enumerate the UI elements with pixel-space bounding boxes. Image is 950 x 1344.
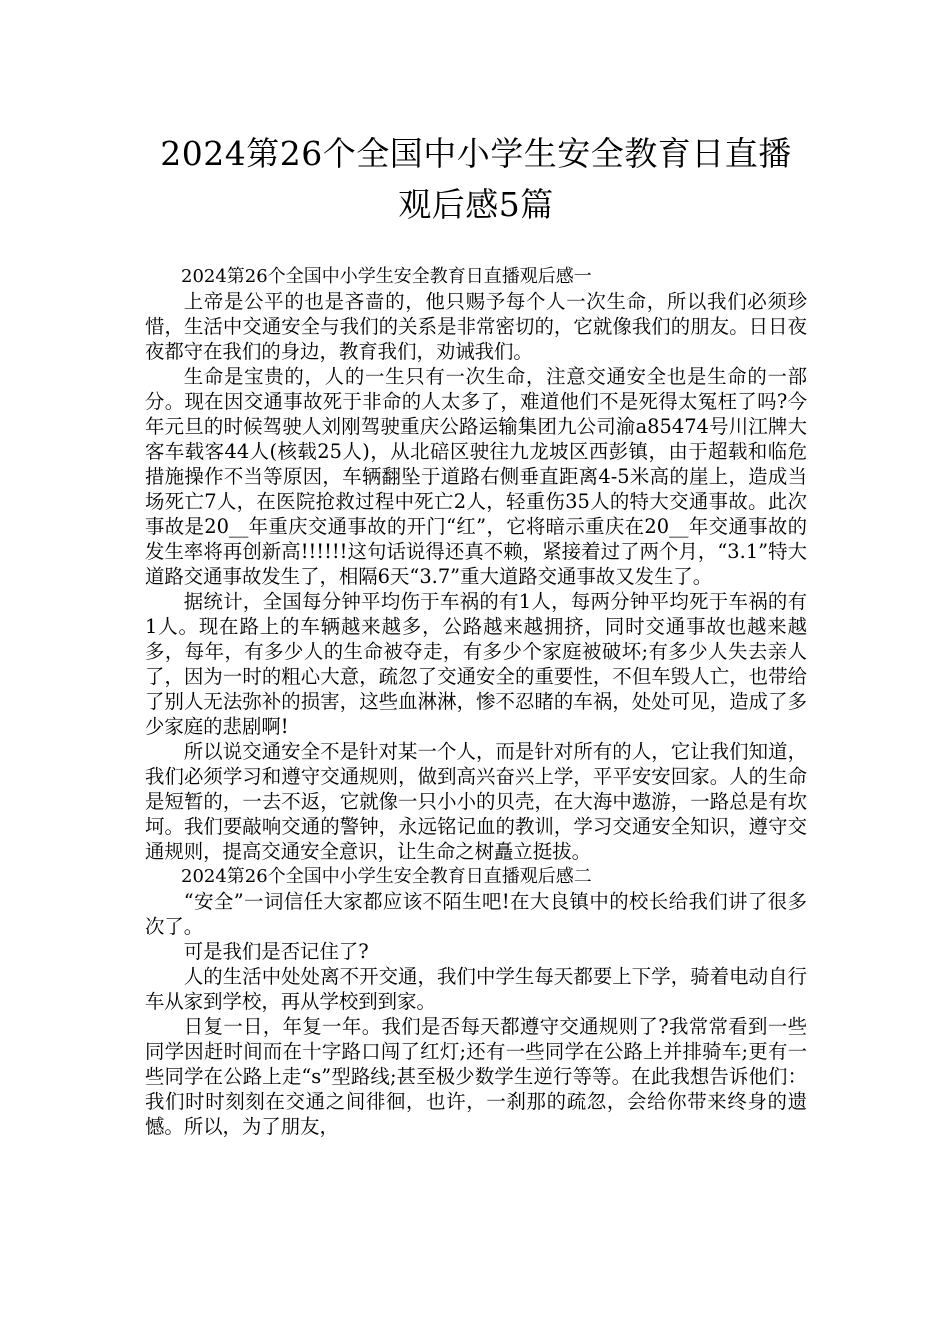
document-body: [145, 264, 807, 1139]
title-line-1: 2024第26个全国中小学生安全教育日直播: [160, 134, 792, 173]
title-line-2: 观后感5篇: [398, 185, 554, 224]
document-title: [145, 128, 807, 230]
document-page: [145, 128, 807, 1139]
section-heading-2: 2024第26个全国中小学生安全教育日直播观后感二: [181, 866, 592, 887]
paragraph: “安全”一词信任大家都应该不陌生吧!在大良镇中的校长给我们讲了很多次了。: [145, 890, 807, 938]
paragraph: 人的生活中处处离不开交通，我们中学生每天都要上下学，骑着电动自行车从家到学校，再从学校到到家。: [145, 965, 807, 1013]
paragraph: 上帝是公平的也是吝啬的，他只赐予每个人一次生命，所以我们必须珍惜，生活中交通安全与我们的关系是非常密切的，它就像我们的朋友。日日夜夜都守在我们的身边，教育我们，劝诫我们。: [145, 290, 807, 363]
paragraph: 日复一日，年复一年。我们是否每天都遵守交通规则了?我常常看到一些同学因赶时间而在十字路口闯了红灯;还有一些同学在公路上并排骑车;更有一些同学在公路上走“s”型路线;甚至极少数学生逆行等等。在此我想告诉他们：我们时时刻刻在交通之间徘徊，也许，一刹那的疏忽，会给你带来终身的遗憾。所以，为了朋友，: [145, 1015, 807, 1138]
paragraph: 所以说交通安全不是针对某一个人，而是针对所有的人，它让我们知道，我们必须学习和遵守交通规则，做到高兴奋兴上学，平平安安回家。人的生命是短暂的，一去不返，它就像一只小小的贝壳，在大海中遨游，一路总是有坎坷。我们要敲响交通的警钟，永远铭记血的教训，学习交通安全知识，遵守交通规则，提高交通安全意识，让生命之树矗立挺拔。: [145, 740, 807, 863]
section-heading-1: 2024第26个全国中小学生安全教育日直播观后感一: [181, 266, 592, 287]
paragraph: 据统计，全国每分钟平均伤于车祸的有1人，每两分钟平均死于车祸的有1人。现在路上的车辆越来越多，公路越来越拥挤，同时交通事故也越来越多，每年，有多少人的生命被夺走，有多少个家庭被破坏;有多少人失去亲人了，因为一时的粗心大意，疏忽了交通安全的重要性，不但车毁人亡，也带给了别人无法弥补的损害，这些血淋淋，惨不忍睹的车祸，处处可见，造成了多少家庭的悲剧啊!: [145, 590, 807, 738]
paragraph: 生命是宝贵的，人的一生只有一次生命，注意交通安全也是生命的一部分。现在因交通事故死于非命的人太多了，难道他们不是死得太冤枉了吗?今年元旦的时候驾驶人刘刚驾驶重庆公路运输集团九公司渝a85474号川江牌大客车载客44人(核载25人)，从北碚区驶往九龙坡区西彭镇，由于超载和临危措施操作不当等原因，车辆翻坠于道路右侧垂直距离4-5米高的崖上，造成当场死亡7人，在医院抢救过程中死亡2人，轻重伤35人的特大交通事故。此次事故是20__年重庆交通事故的开门“红”，它将暗示重庆在20__年交通事故的发生率将再创新高!!!!!!这句话说得还真不赖，紧接着过了两个月，“3.1”特大道路交通事故发生了，相隔6天“3.7”重大道路交通事故又发生了。: [145, 365, 807, 588]
paragraph: 可是我们是否记住了?: [183, 940, 369, 963]
